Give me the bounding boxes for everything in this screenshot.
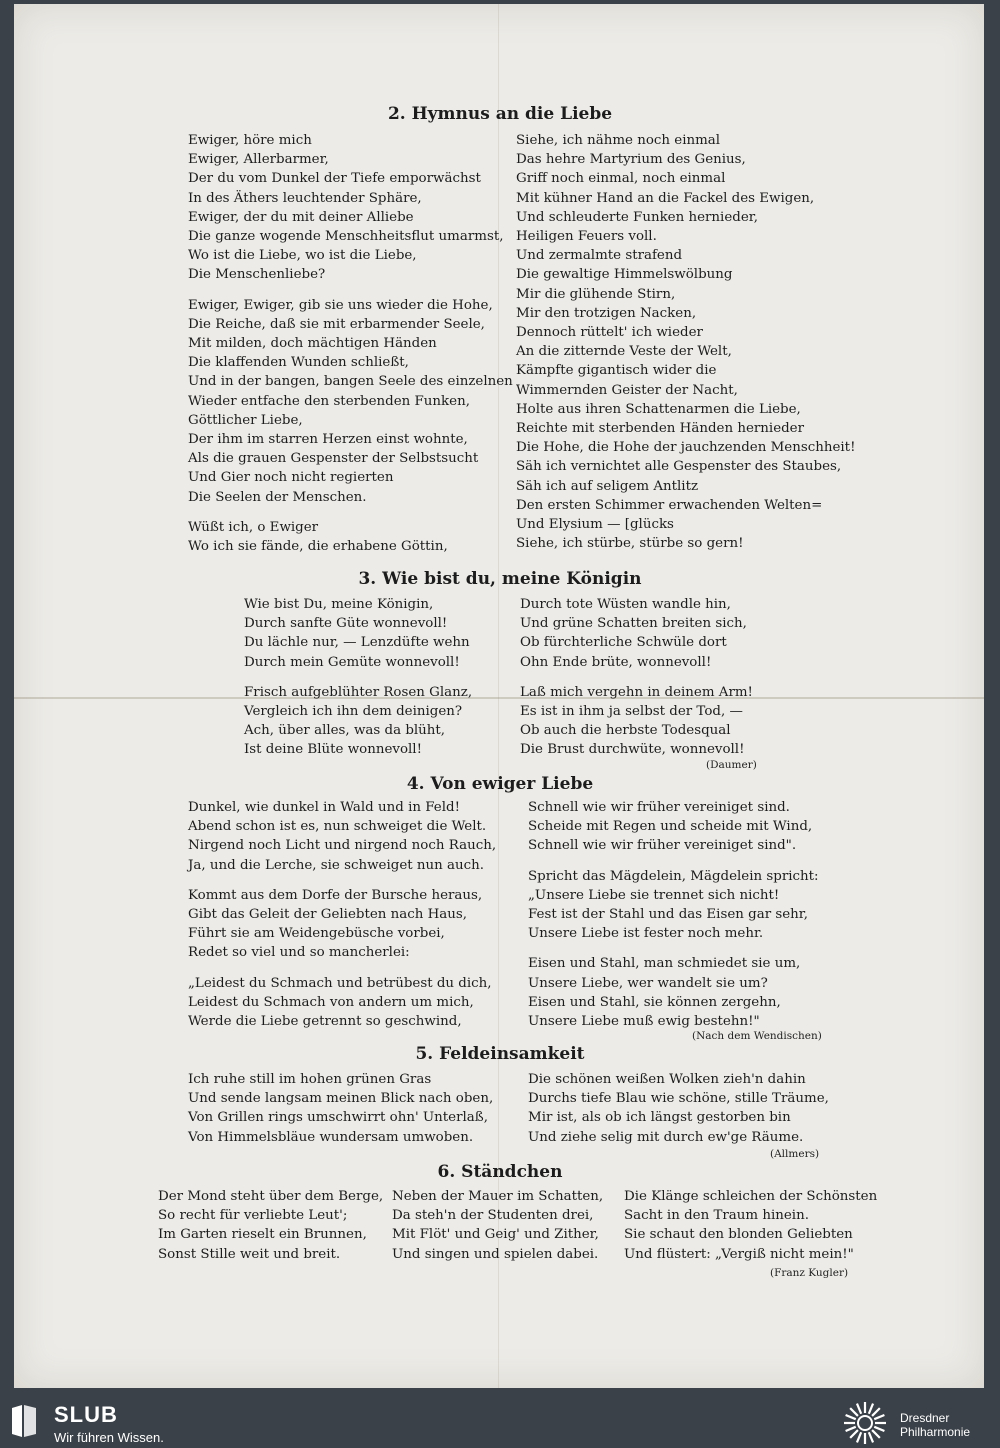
verse-line: Und singen und spielen dabei. <box>392 1246 599 1262</box>
verse-line: Holte aus ihren Schattenarmen die Liebe, <box>516 401 801 417</box>
song-title-koenigin: 3. Wie bist du, meine Königin <box>358 569 642 589</box>
verse-line: Da steh'n der Studenten drei, <box>392 1208 594 1224</box>
stanza-gap <box>528 943 819 954</box>
verse-line: Die Hohe, die Hohe der jauchzenden Menschheit! <box>516 440 856 456</box>
verse-line: Göttlicher Liebe, <box>188 412 303 428</box>
verse-line: Säh ich vernichtet alle Gespenster des Staubes, <box>516 459 842 475</box>
partner-name-line1: Dresdner <box>900 1411 950 1425</box>
verse-line: Werde die Liebe getrennt so geschwind, <box>188 1014 462 1030</box>
stanza-gap <box>528 856 819 867</box>
song-koenigin-column-right <box>520 595 753 760</box>
verse-line: Und grüne Schatten breiten sich, <box>520 616 747 632</box>
verse-line: Durch mein Gemüte wonnevoll! <box>244 654 460 670</box>
verse-line: Die Reiche, daß sie mit erbarmender Seele, <box>188 316 485 332</box>
song-staendchen-column-right <box>624 1187 877 1264</box>
verse-line: In des Äthers leuchtender Sphäre, <box>188 190 422 206</box>
verse-line: „Leidest du Schmach und betrübest du dich, <box>188 975 492 991</box>
verse-line: Dennoch rüttelt' ich wieder <box>516 325 703 341</box>
verse-line: Und zermalmte strafend <box>516 248 683 264</box>
song-staendchen-column-middle <box>392 1187 603 1264</box>
verse-line: Eisen und Stahl, sie können zergehn, <box>528 994 781 1010</box>
verse-line: Der du vom Dunkel der Tiefe emporwächst <box>188 171 481 187</box>
stanza-gap <box>520 672 753 683</box>
verse-line: Und ziehe selig mit durch ew'ge Räume. <box>528 1129 804 1145</box>
song-title-staendchen: 6. Ständchen <box>437 1162 563 1182</box>
stanza-gap <box>188 285 513 296</box>
verse-line: Kommt aus dem Dorfe der Bursche heraus, <box>188 887 483 903</box>
verse-line: Die gewaltige Himmelswölbung <box>516 267 733 283</box>
stanza-gap <box>244 672 472 683</box>
verse-line: Laß mich vergehn in deinem Arm! <box>520 684 753 700</box>
slub-logo-text[interactable]: SLUB <box>54 1402 118 1427</box>
verse-line: Ja, und die Lerche, sie schweiget nun auch. <box>188 857 485 873</box>
verse-line: Wo ist die Liebe, wo ist die Liebe, <box>188 248 417 264</box>
sunburst-logo-icon[interactable] <box>842 1400 888 1446</box>
verse-line: Sie schaut den blonden Geliebten <box>624 1227 853 1243</box>
verse-line: Durchs tiefe Blau wie schöne, stille Träume, <box>528 1091 829 1107</box>
verse-line: Durch sanfte Güte wonnevoll! <box>244 616 448 632</box>
verse-line: Ewiger, der du mit deiner Alliebe <box>188 209 414 225</box>
verse-line: Ach, über alles, was da blüht, <box>244 723 446 739</box>
verse-line: Führt sie am Weidengebüsche vorbei, <box>188 926 445 942</box>
verse-line: Frisch aufgeblühter Rosen Glanz, <box>244 684 473 700</box>
song-feldeinsamkeit-column-right <box>528 1070 829 1147</box>
verse-line: Wie bist Du, meine Königin, <box>244 597 434 612</box>
verse-line: Siehe, ich nähme noch einmal <box>516 133 721 148</box>
stanza-gap <box>188 875 496 886</box>
verse-line: Und sende langsam meinen Blick nach oben, <box>188 1091 494 1107</box>
verse-line: Schnell wie wir früher vereiniget sind. <box>528 800 790 815</box>
song-staendchen-column-left <box>158 1187 383 1264</box>
verse-line: Ist deine Blüte wonnevoll! <box>244 742 422 758</box>
verse-line: Und Elysium — [glücks <box>516 517 674 533</box>
verse-line: Der Mond steht über dem Berge, <box>158 1189 384 1204</box>
verse-line: Ich ruhe still im hohen grünen Gras <box>188 1072 432 1087</box>
verse-line: Die Brust durchwüte, wonnevoll! <box>520 742 745 758</box>
song-feldeinsamkeit-column-left <box>188 1070 493 1147</box>
verse-line: Mir ist, als ob ich längst gestorben bin <box>528 1110 791 1126</box>
song-staendchen-attribution: (Franz Kugler) <box>770 1267 849 1279</box>
verse-line: Griff noch einmal, noch einmal <box>516 171 726 187</box>
song-feldeinsamkeit-attribution: (Allmers) <box>770 1148 820 1160</box>
stanza-gap <box>188 963 496 974</box>
verse-line: An die zitternde Veste der Welt, <box>516 344 732 360</box>
paper-fold-horizontal <box>14 697 984 699</box>
verse-line: Sonst Stille weit und breit. <box>158 1246 341 1262</box>
dresdner-philharmonie-logo-text[interactable] <box>900 1411 970 1439</box>
verse-line: Mit Flöt' und Geig' und Zither, <box>392 1227 599 1243</box>
song-ewiger-liebe-attribution: (Nach dem Wendischen) <box>692 1030 822 1042</box>
verse-line: Wimmernden Geister der Nacht, <box>516 382 738 398</box>
verse-line: Wieder entfache den sterbenden Funken, <box>188 393 470 409</box>
verse-line: Die Seelen der Menschen. <box>188 489 367 505</box>
verse-line: Kämpfte gigantisch wider die <box>516 363 717 379</box>
verse-line: Mit kühner Hand an die Fackel des Ewigen, <box>516 190 815 206</box>
verse-line: Wüßt ich, o Ewiger <box>188 519 319 535</box>
verse-line: Und flüstert: „Vergiß nicht mein!" <box>624 1246 854 1262</box>
verse-line: Schnell wie wir früher vereiniget sind". <box>528 838 797 854</box>
verse-line: Neben der Mauer im Schatten, <box>392 1189 604 1204</box>
verse-line: „Unsere Liebe sie trennet sich nicht! <box>528 887 780 903</box>
partner-name-line2: Philharmonie <box>900 1425 971 1439</box>
verse-line: Der ihm im starren Herzen einst wohnte, <box>188 432 468 448</box>
verse-line: Ewiger, höre mich <box>188 133 312 148</box>
verse-line: So recht für verliebte Leut'; <box>158 1208 348 1224</box>
verse-line: Gibt das Geleit der Geliebten nach Haus, <box>188 907 468 923</box>
verse-line: Die schönen weißen Wolken zieh'n dahin <box>528 1072 806 1087</box>
verse-line: Siehe, ich stürbe, stürbe so gern! <box>516 536 744 552</box>
verse-line: Es ist in ihm ja selbst der Tod, — <box>520 704 743 720</box>
verse-line: Das hehre Martyrium des Genius, <box>516 152 746 168</box>
song-ewiger-liebe-column-left <box>188 798 496 1031</box>
verse-line: Und in der bangen, bangen Seele des einzelnen <box>188 374 513 390</box>
verse-line: Die Klänge schleichen der Schönsten <box>624 1189 878 1204</box>
verse-line: Ohn Ende brüte, wonnevoll! <box>520 654 712 670</box>
verse-line: Die Menschenliebe? <box>188 267 326 283</box>
song-title-ewiger-liebe: 4. Von ewiger Liebe <box>406 774 594 794</box>
song-title-hymnus: 2. Hymnus an die Liebe <box>387 104 613 124</box>
verse-line: Ob fürchterliche Schwüle dort <box>520 635 727 651</box>
verse-line: Nirgend noch Licht und nirgend noch Rauch, <box>188 838 497 854</box>
verse-line: Von Himmelsbläue wundersam umwoben. <box>188 1129 474 1145</box>
verse-line: Die ganze wogende Menschheitsflut umarmst, <box>188 229 504 245</box>
slub-tagline: Wir führen Wissen. <box>54 1430 164 1445</box>
verse-line: Redet so viel und so mancherlei: <box>188 945 410 961</box>
verse-line: Unsere Liebe ist fester noch mehr. <box>528 926 764 942</box>
verse-line: Unsere Liebe muß ewig bestehn!" <box>528 1014 760 1030</box>
song-ewiger-liebe-column-right <box>528 798 819 1031</box>
verse-line: Eisen und Stahl, man schmiedet sie um, <box>528 956 801 972</box>
verse-line: Heiligen Feuers voll. <box>516 229 657 245</box>
song-koenigin-attribution: (Daumer) <box>706 759 757 771</box>
verse-line: Von Grillen rings umschwirrt ohn' Unterlaß, <box>188 1110 488 1126</box>
verse-line: Fest ist der Stahl und das Eisen gar sehr, <box>528 907 808 923</box>
verse-line: Scheide mit Regen und scheide mit Wind, <box>528 819 813 835</box>
verse-line: Mir die glühende Stirn, <box>516 286 676 302</box>
verse-line: Unsere Liebe, wer wandelt sie um? <box>528 975 768 991</box>
verse-line: Und schleuderte Funken hernieder, <box>516 209 758 225</box>
verse-line: Spricht das Mägdelein, Mägdelein spricht: <box>528 868 819 884</box>
verse-line: Als die grauen Gespenster der Selbstsucht <box>188 451 479 467</box>
verse-line: Ewiger, Allerbarmer, <box>188 152 329 168</box>
verse-line: Reichte mit sterbenden Händen hernieder <box>516 421 805 437</box>
verse-line: Leidest du Schmach von andern um mich, <box>188 994 474 1010</box>
song-hymnus-column-left <box>188 131 513 556</box>
song-hymnus-column-right <box>516 131 855 553</box>
verse-line: Und Gier noch nicht regierten <box>188 470 394 486</box>
verse-line: Ewiger, Ewiger, gib sie uns wieder die Hohe, <box>188 297 493 313</box>
verse-line: Abend schon ist es, nun schweiget die Welt. <box>188 819 487 835</box>
verse-line: Im Garten rieselt ein Brunnen, <box>158 1227 367 1243</box>
verse-line: Säh ich auf seligem Antlitz <box>516 478 699 494</box>
verse-line: Dunkel, wie dunkel in Wald und in Feld! <box>188 800 460 815</box>
verse-line: Den ersten Schimmer erwachenden Welten= <box>516 497 823 513</box>
verse-line: Durch tote Wüsten wandle hin, <box>520 597 731 612</box>
verse-line: Mit milden, doch mächtigen Händen <box>188 336 437 352</box>
song-title-feldeinsamkeit: 5. Feldeinsamkeit <box>415 1044 585 1064</box>
verse-line: Die klaffenden Wunden schließt, <box>188 355 409 371</box>
verse-line: Mir den trotzigen Nacken, <box>516 305 697 321</box>
verse-line: Vergleich ich ihn dem deinigen? <box>244 704 463 720</box>
verse-line: Du lächle nur, — Lenzdüfte wehn <box>244 635 470 651</box>
song-koenigin-column-left <box>244 595 472 760</box>
verse-line: Ob auch die herbste Todesqual <box>520 723 731 739</box>
book-icon <box>10 1404 38 1438</box>
verse-line: Wo ich sie fände, die erhabene Göttin, <box>188 539 448 555</box>
verse-line: Sacht in den Traum hinein. <box>624 1208 809 1224</box>
stanza-gap <box>188 507 513 518</box>
